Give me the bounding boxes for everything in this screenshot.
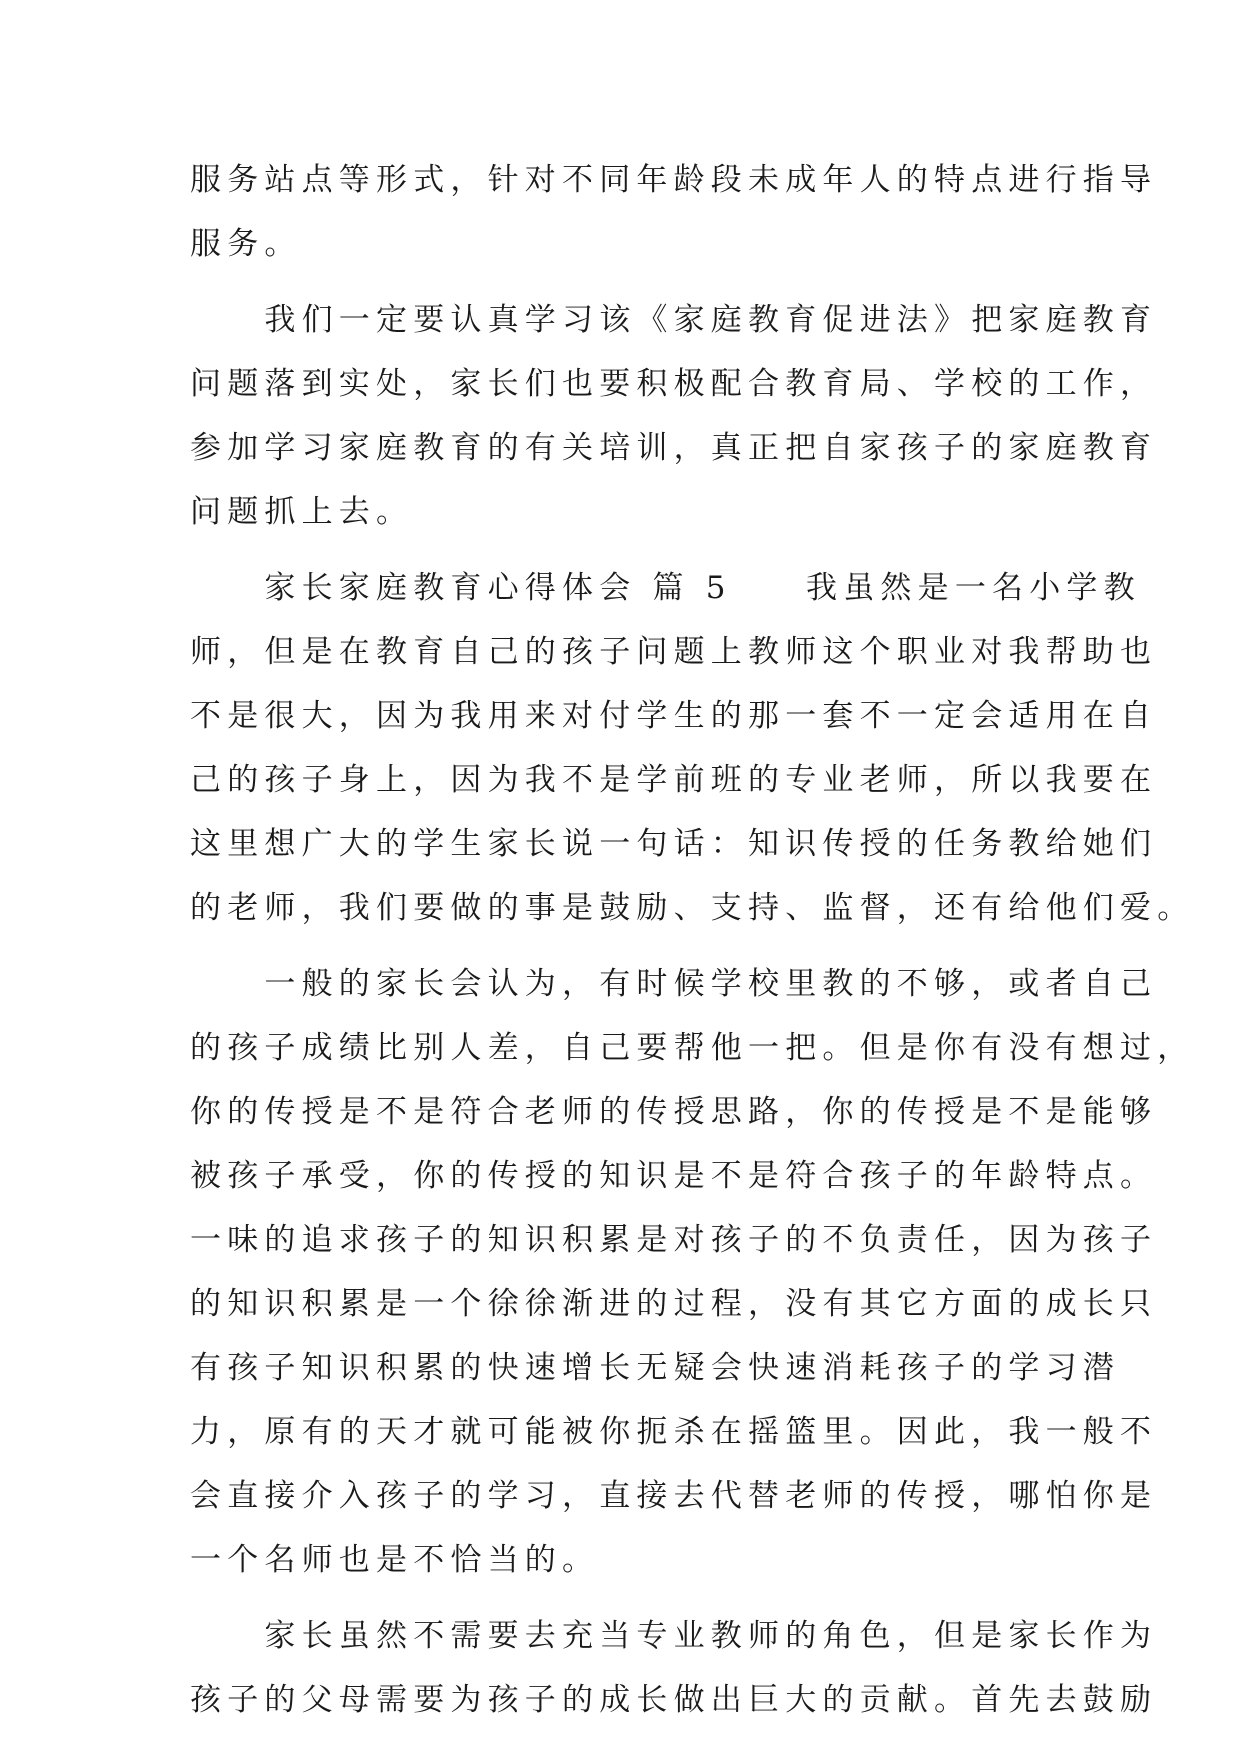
text-line: 有孩子知识积累的快速增长无疑会快速消耗孩子的学习潜: [190, 1350, 1120, 1386]
text-line: 我们一定要认真学习该《家庭教育促进法》把家庭教育: [190, 302, 1158, 338]
text-line: 不是很大，因为我用来对付学生的那一套不一定会适用在自: [190, 698, 1158, 734]
text-line: 被孩子承受，你的传授的知识是不是符合孩子的年龄特点。: [190, 1158, 1158, 1194]
text-line: 的老师，我们要做的事是鼓励、支持、监督，还有给他们爱。: [190, 890, 1195, 926]
text-line: 一味的追求孩子的知识积累是对孩子的不负责任，因为孩子: [190, 1222, 1158, 1258]
text-line: 己的孩子身上，因为我不是学前班的专业老师，所以我要在: [190, 762, 1158, 798]
text-line: 服务。: [190, 226, 302, 262]
text-line: 会直接介入孩子的学习，直接去代替老师的传授，哪怕你是: [190, 1478, 1158, 1514]
text-line: 参加学习家庭教育的有关培训，真正把自家孩子的家庭教育: [190, 430, 1158, 466]
text-line: 问题抓上去。: [190, 494, 414, 530]
text-line: 家长虽然不需要去充当专业教师的角色，但是家长作为: [190, 1618, 1158, 1654]
text-line: 一个名师也是不恰当的。: [190, 1542, 600, 1578]
text-line: 服务站点等形式，针对不同年龄段未成年人的特点进行指导: [190, 162, 1158, 198]
section-heading-line: 家长家庭教育心得体会 篇 5 我虽然是一名小学教: [190, 570, 1141, 606]
text-line: 力，原有的天才就可能被你扼杀在摇篮里。因此，我一般不: [190, 1414, 1158, 1450]
text-line: 的孩子成绩比别人差，自己要帮他一把。但是你有没有想过，: [190, 1030, 1195, 1066]
text-line: 这里想广大的学生家长说一句话：知识传授的任务教给她们: [190, 826, 1158, 862]
text-line: 你的传授是不是符合老师的传授思路，你的传授是不是能够: [190, 1094, 1158, 1130]
text-line: 问题落到实处，家长们也要积极配合教育局、学校的工作，: [190, 366, 1158, 402]
text-line: 一般的家长会认为，有时候学校里教的不够，或者自己: [190, 966, 1158, 1002]
text-line: 师，但是在教育自己的孩子问题上教师这个职业对我帮助也: [190, 634, 1158, 670]
text-line: 孩子的父母需要为孩子的成长做出巨大的贡献。首先去鼓励: [190, 1682, 1158, 1718]
text-line: 的知识积累是一个徐徐渐进的过程，没有其它方面的成长只: [190, 1286, 1158, 1322]
